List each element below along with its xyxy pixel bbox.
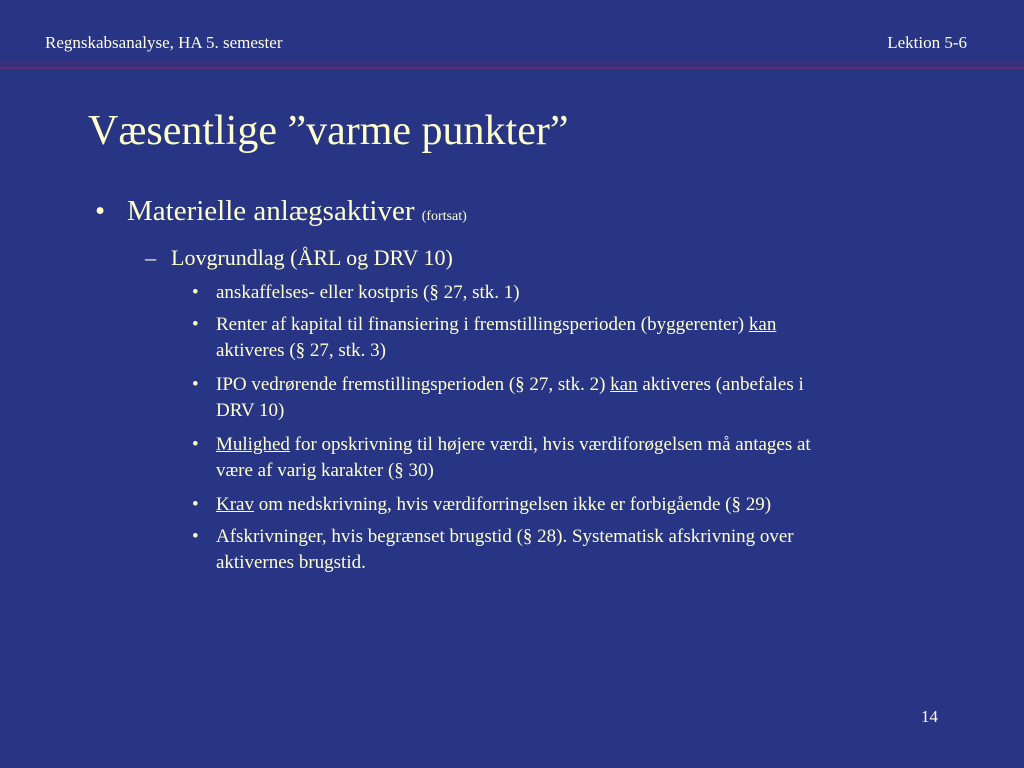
list-item-text (216, 432, 956, 484)
bullet-marker: • (192, 494, 199, 515)
list-item-part: aktiveres (anbefales i (637, 374, 804, 395)
list-item-part: være af varig karakter (§ 30) (216, 460, 434, 481)
list-item-text (216, 372, 956, 424)
header-divider-shadow (0, 67, 1024, 69)
header-right: Lektion 5-6 (887, 33, 967, 52)
bullet-level1-text (127, 195, 467, 228)
list-item-part: Afskrivninger, hvis begrænset brugstid (§ 28). Systematisk afskrivning over (216, 526, 794, 547)
list-item-text (216, 524, 956, 576)
bullet-level1-label: Materielle anlægsaktiver (127, 195, 415, 227)
page-number: 14 (921, 707, 938, 726)
list-item-text (216, 312, 956, 364)
bullet-marker: • (95, 195, 106, 227)
bullet-marker: • (192, 526, 199, 547)
underlined-word: Mulighed (216, 434, 290, 455)
list-item-part: for opskrivning til højere værdi, hvis værdiforøgelsen må antages at (289, 434, 811, 455)
bullet-marker: • (192, 374, 199, 395)
bullet-level1-note: (fortsat) (421, 209, 467, 224)
bullet-level2-text: Lovgrundlag (ÅRL og DRV 10) (171, 245, 453, 270)
header-left: Regnskabsanalyse, HA 5. semester (45, 33, 283, 52)
list-item-part: aktiveres (§ 27, stk. 3) (216, 340, 386, 361)
list-item-text (216, 492, 956, 518)
list-item-text (216, 280, 956, 306)
slide-title: Væsentlige ”varme punkter” (88, 108, 569, 154)
bullet-marker: • (192, 314, 199, 335)
underlined-word: Krav (216, 494, 254, 515)
underlined-word: kan (748, 314, 777, 335)
list-item-part: aktivernes brugstid. (216, 552, 366, 573)
list-item-part: anskaffelses- eller kostpris (§ 27, stk. 1) (216, 282, 520, 303)
bullet-marker: • (192, 282, 199, 303)
list-item-part: om nedskrivning, hvis værdiforringelsen ikke er forbigående (§ 29) (253, 494, 772, 515)
underlined-word: kan (610, 374, 638, 395)
bullet-marker: • (192, 434, 199, 455)
list-item-part: IPO vedrørende fremstillingsperioden (§ 27, stk. 2) (216, 374, 611, 395)
list-item-part: DRV 10) (216, 400, 285, 421)
list-item-part: Renter af kapital til finansiering i fremstillingsperioden (byggerenter) (216, 314, 749, 335)
dash-marker: – (145, 245, 156, 270)
